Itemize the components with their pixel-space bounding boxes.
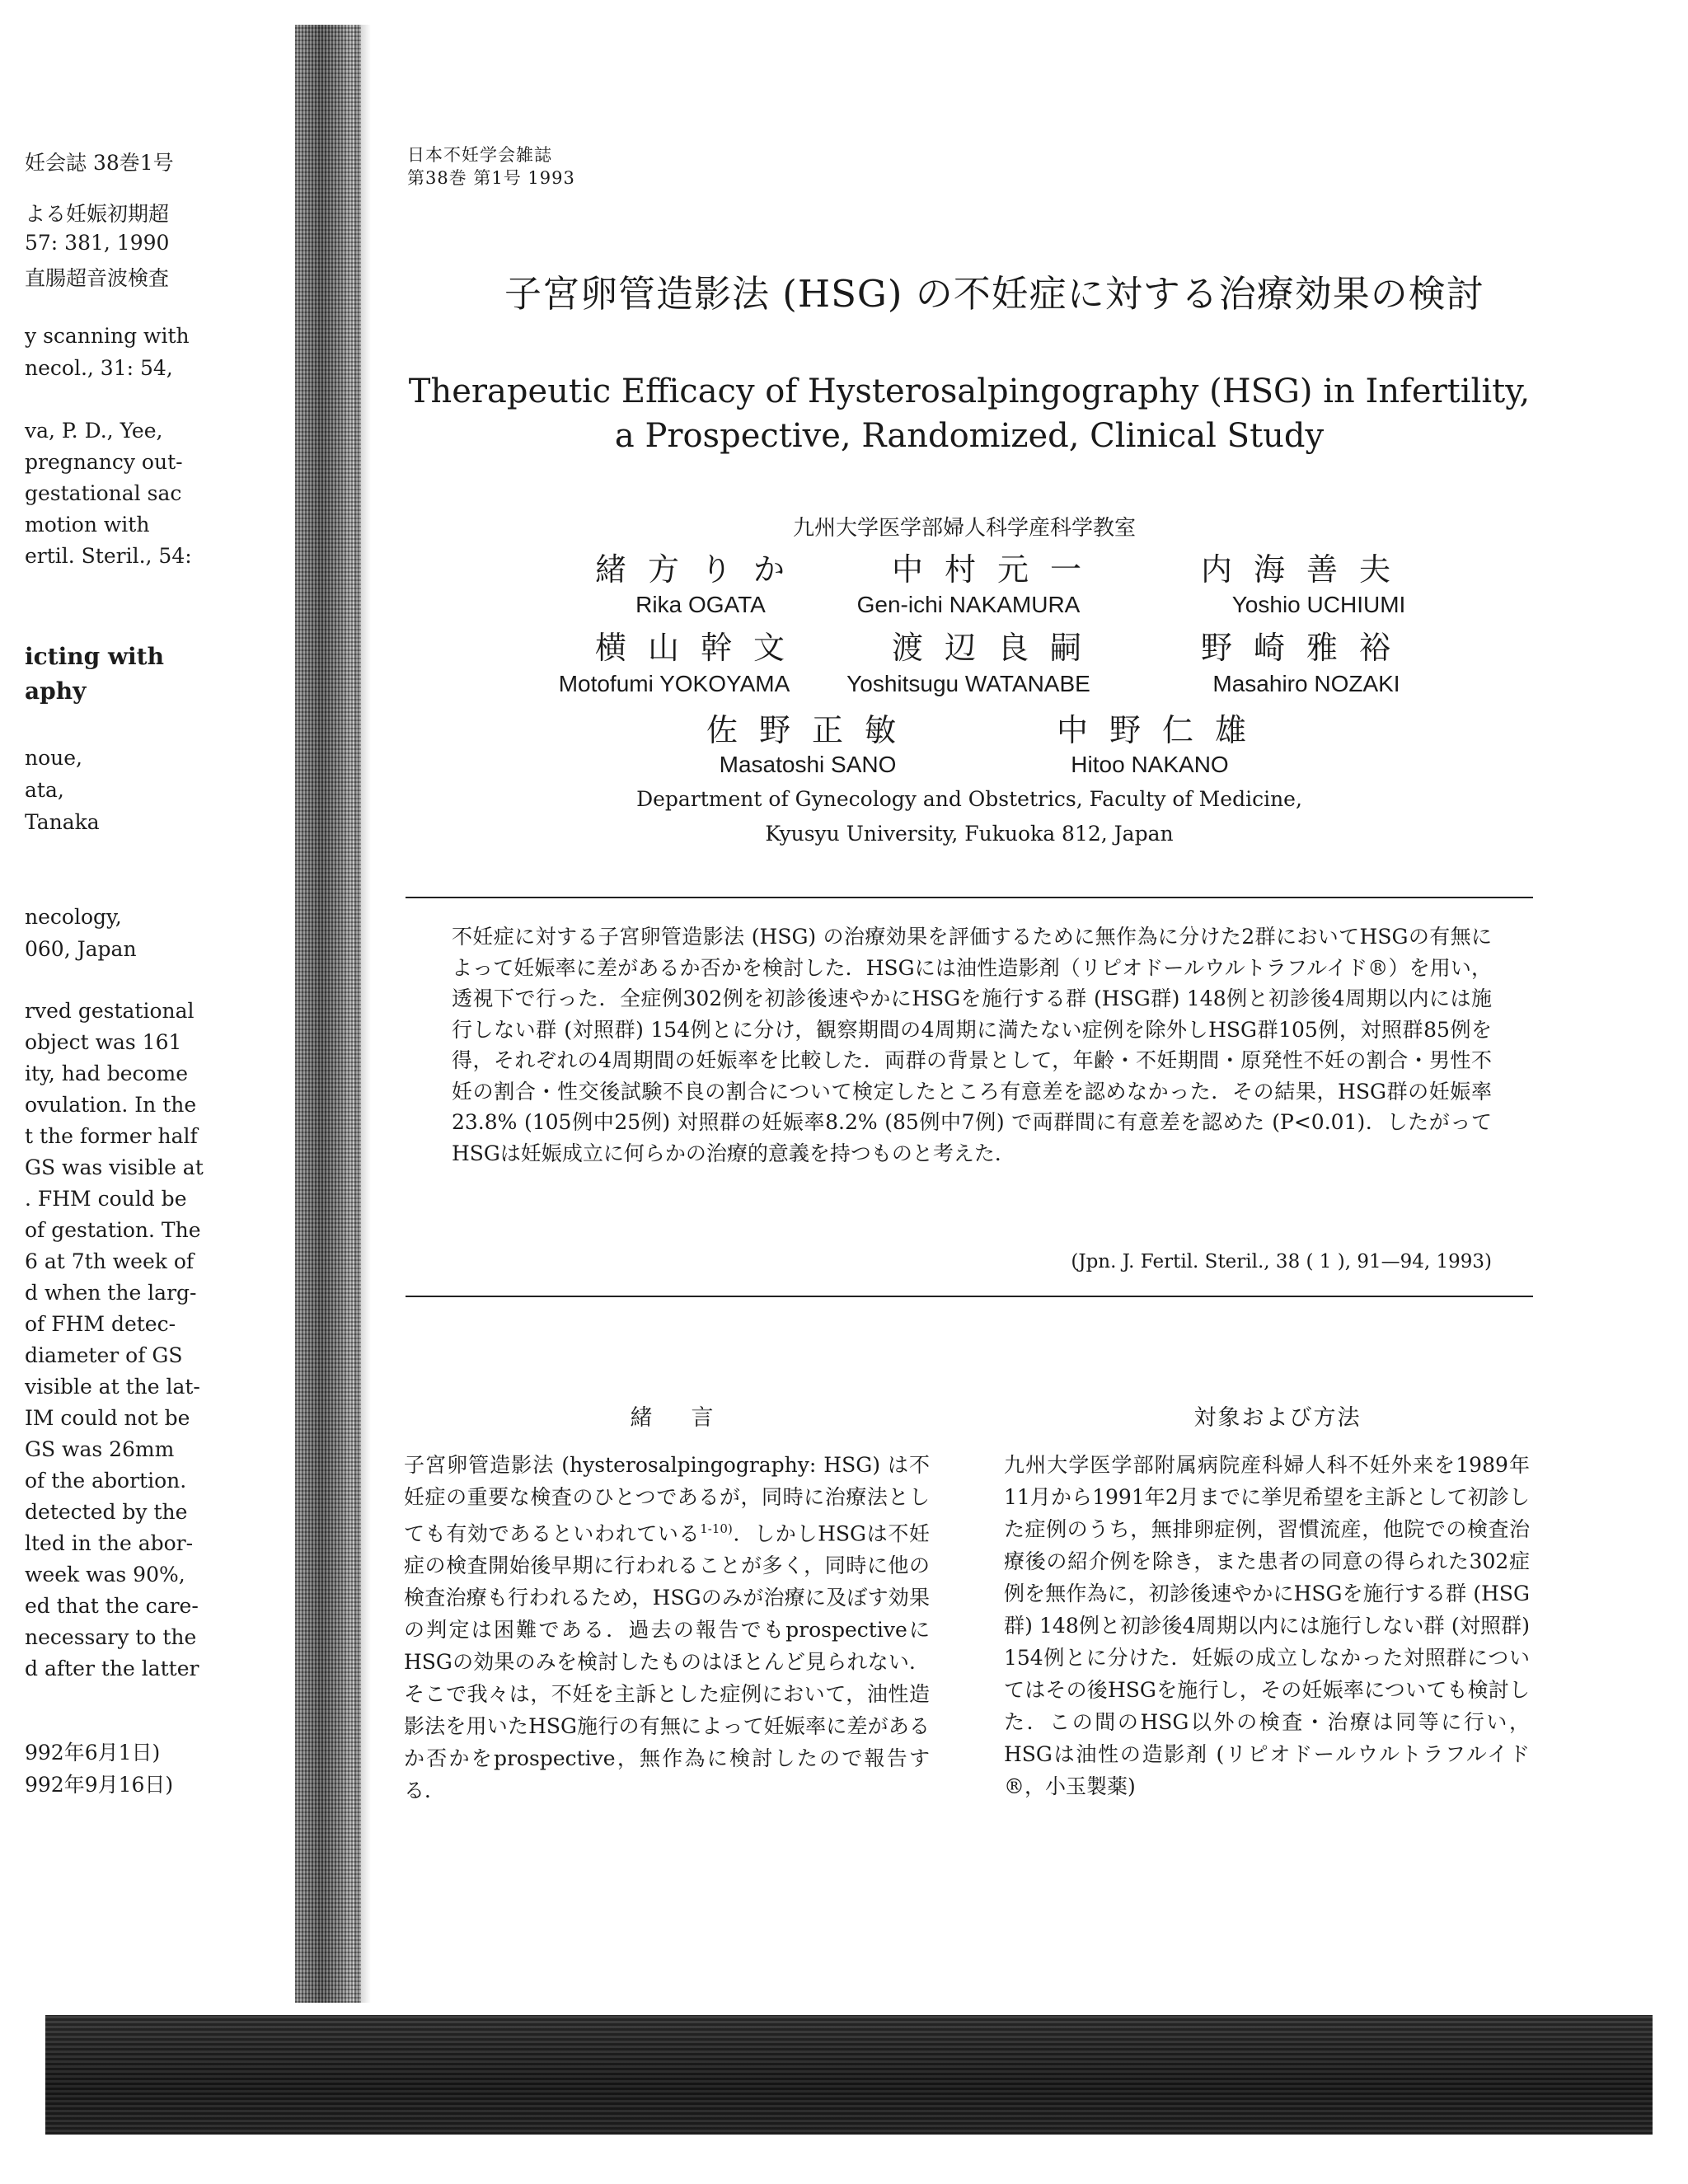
left-page-line: y scanning with (25, 324, 190, 348)
author-name-ja: 横山幹文 (594, 630, 806, 666)
left-page-line: ed that the care- (25, 1594, 199, 1618)
author-name-en: Hitoo NAKANO (1071, 752, 1229, 777)
left-page-line: necology, (25, 905, 122, 929)
left-page-line: va, P. D., Yee, (25, 419, 163, 443)
reference-marker: 1-10) (700, 1521, 733, 1536)
citation: (Jpn. J. Fertil. Steril., 38 ( 1 ), 91—94, 1993) (1071, 1251, 1492, 1272)
journal-volume: 第38巻 第1号 1993 (407, 168, 575, 188)
author-name-ja: 中村元一 (891, 551, 1103, 588)
introduction-text-a: 子宮卵管造影法 (hysterosalpingography: HSG) は不妊症の重要な検査のひとつであるが，同時に治療法としても有効であるといわれている (404, 1453, 930, 1546)
left-page-line: diameter of GS (25, 1343, 183, 1367)
left-page-line: Tanaka (25, 810, 100, 834)
author-name-en: Motofumi YOKOYAMA (558, 671, 790, 696)
author-name-ja: 内海善夫 (1200, 551, 1412, 588)
methods-text: 九州大学医学部附属病院産科婦人科不妊外来を1989年11月から1991年2月までに挙児希望を主訴として初診した症例のうち，無排卵症例，習慣流産，他院での検査治療後の紹介例を除き，また患者の同意の得られた302症例を無作為に，初診後速やかにHSGを施行する群 (HSG群) 148例と初診後4周期以内には施行しない群 (対照群) 154例とに分けた．妊娠の成立しなかった対照群についてはその後HSGを施行し，その妊娠率についても検討した．この間のHSG以外の検査・治療は同等に行い，HSGは油性の造影剤 (リピオドールウルトラフルイド®，小玉製薬) (1004, 1453, 1530, 1798)
author-name-en: Yoshitsugu WATANABE (846, 671, 1090, 696)
left-page-heading: icting with (25, 643, 164, 670)
gutter-shadow (354, 25, 371, 2003)
author-name-ja: 渡辺良嗣 (891, 630, 1103, 666)
left-page-line: d when the larg- (25, 1281, 197, 1305)
author-name-en: Masatoshi SANO (719, 752, 897, 777)
left-page-line: gestational sac (25, 481, 182, 505)
binding-gutter (295, 25, 361, 2003)
author-name-ja: 緒方りか (594, 551, 806, 588)
left-page-line: of the abortion. (25, 1469, 187, 1493)
left-page-line: 060, Japan (25, 937, 137, 961)
abstract-top-rule (406, 897, 1533, 898)
left-page-line: ity, had become (25, 1062, 189, 1085)
left-facing-page (0, 0, 297, 1978)
author-name-ja: 野崎雅裕 (1200, 630, 1412, 666)
title-english-line2: a Prospective, Randomized, Clinical Study (614, 417, 1325, 455)
left-page-line: rved gestational (25, 999, 195, 1023)
left-page-line: IM could not be (25, 1406, 190, 1430)
left-page-line: detected by the (25, 1500, 188, 1524)
author-name-en: Masahiro NOZAKI (1212, 671, 1400, 696)
section-heading-introduction: 緒 言 (630, 1405, 722, 1431)
journal-name: 日本不妊学会雑誌 (407, 145, 552, 165)
author-name-ja: 中野仁雄 (1056, 712, 1268, 748)
author-name-en: Yoshio UCHIUMI (1231, 592, 1406, 617)
left-page-line: ertil. Steril., 54: (25, 544, 192, 568)
left-page-line: ovulation. In the (25, 1093, 197, 1117)
left-page-line: t the former half (25, 1124, 198, 1148)
left-page-line: motion with (25, 513, 150, 537)
author-name-en: Gen-ichi NAKAMURA (856, 592, 1081, 617)
left-page-line: lted in the abor- (25, 1531, 194, 1555)
left-page-line: 直腸超音波検査 (25, 266, 170, 290)
section-heading-methods: 対象および方法 (1193, 1405, 1362, 1431)
left-page-line: GS was visible at (25, 1155, 204, 1179)
left-page-line: object was 161 (25, 1030, 182, 1054)
abstract-text: 不妊症に対する子宮卵管造影法 (HSG) の治療効果を評価するために無作為に分けた2群においてHSGの有無によって妊娠率に差があるか否かを検討した．HSGには油性造影剤（リピオドールウルトラフルイド®）を用い，透視下で行った．全症例302例を初診後速やかにHSGを施行する群 (HSG群) 148例と初診後4周期以内には施行しない群 (対照群) 154例とに分け，観察期間の4周期に満たない症例を除外しHSG群105例，対照群85例を得，それぞれの4周期間の妊娠率を比較した．両群の背景として，年齢・不妊期間・原発性不妊の割合・男性不妊の割合・性交後試験不良の割合について検定したところ有意差を認めなかった．その結果，HSG群の妊娠率23.8% (105例中25例) 対照群の妊娠率8.2% (85例中7例) で両群間に有意差を認めた (P<0.01)．したがってHSGは妊娠成立に何らかの治療的意義を持つものと考えた． (452, 925, 1492, 1165)
left-page-line: 6 at 7th week of (25, 1249, 195, 1273)
left-page-line: 992年9月16日) (25, 1773, 174, 1797)
introduction-text (404, 1449, 930, 1807)
left-page-line: 妊会誌 38巻1号 (25, 151, 174, 175)
left-page-line: week was 90%, (25, 1563, 185, 1586)
left-page-line: of FHM detec- (25, 1312, 176, 1336)
left-page-line: よる妊娠初期超 (25, 202, 170, 226)
department-english-line2: Kyusyu University, Fukuoka 812, Japan (765, 822, 1174, 846)
author-name-ja: 佐野正敏 (706, 712, 917, 748)
left-page-line: ata, (25, 778, 64, 802)
department-japanese: 九州大学医学部婦人科学産科学教室 (793, 516, 1137, 541)
abstract-bottom-rule (406, 1296, 1533, 1297)
left-page-line: noue, (25, 746, 82, 770)
left-page-line: 57: 381, 1990 (25, 231, 170, 255)
left-page-line: 992年6月1日) (25, 1741, 161, 1765)
title-japanese: 子宮卵管造影法 (HSG) の不妊症に対する治療効果の検討 (504, 272, 1484, 316)
left-page-heading: aphy (25, 677, 87, 705)
left-page-line: visible at the lat- (25, 1375, 200, 1399)
left-page-line: necessary to the (25, 1625, 197, 1649)
left-page-line: necol., 31: 54, (25, 356, 173, 380)
title-english-line1: Therapeutic Efficacy of Hysterosalpingography (HSG) in Infertility, (408, 373, 1531, 410)
left-page-line: d after the latter (25, 1657, 199, 1680)
left-page-line: . FHM could be (25, 1187, 187, 1211)
left-page-line: GS was 26mm (25, 1437, 175, 1461)
department-english-line1: Department of Gynecology and Obstetrics, Faculty of Medicine, (636, 787, 1302, 811)
introduction-text-b: ．しかしHSGは不妊症の検査開始後早期に行われることが多く，同時に他の検査治療も行われるため，HSGのみが治療に及ぼす効果の判定は困難である．過去の報告でもprospectiveにHSGの効果のみを検討したものはほとんど見られない．そこで我々は，不妊を主訴とした症例において，油性造影法を用いたHSG施行の有無によって妊娠率に差があるか否かをprospective，無作為に検討したので報告する． (404, 1521, 930, 1803)
author-name-en: Rika OGATA (635, 592, 766, 617)
left-page-line: pregnancy out- (25, 450, 183, 474)
left-page-line: of gestation. The (25, 1218, 201, 1242)
scanner-edge (45, 2015, 1653, 2135)
